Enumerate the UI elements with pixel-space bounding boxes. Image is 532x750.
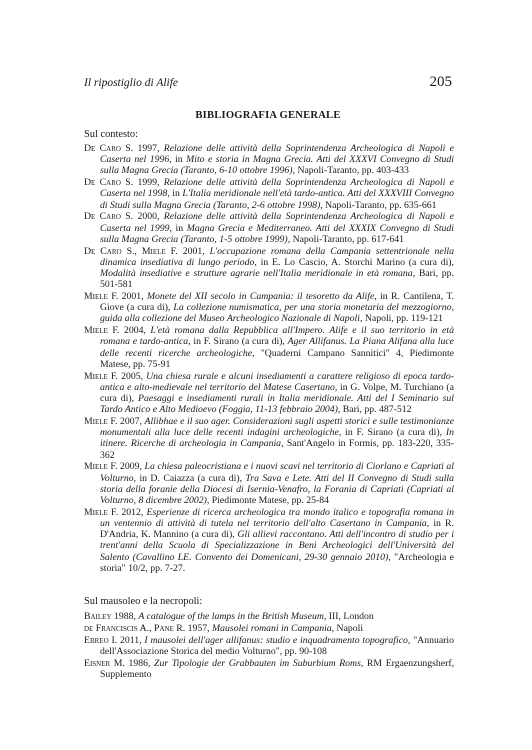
citation-text: F. 2009, [107, 461, 145, 473]
citation-text: M. 1986, [110, 657, 155, 669]
bibliography-entry [84, 416, 454, 461]
work-title: L'Italia meridionale nell'età tardo-antica. Atti del XXXVIII Convegno di Studi sulla Magna Grecia (Taranto, 2-6 ottobre 1998) [100, 188, 454, 211]
author-name: Pane [154, 622, 174, 634]
bibliography-list-mausoleum [84, 611, 454, 681]
author-name: De Caro [84, 211, 121, 223]
section-heading: BIBLIOGRAFIA GENERALE [195, 110, 341, 121]
work-title: Mito e storia in Magna Grecia. Atti del XXXVI Convegno di Studi sulla Magna Grecia (Taranto, 6-10 ottobre 1996) [100, 154, 455, 177]
citation-text: S. 1997, [120, 143, 164, 154]
work-title: Tra Sava e Lete. Atti del II Convegno di Studi sulla storia della foranie della Diocesi di Isernia-Venafro, la Forania di Capriati (Capriati al Volturno, 8 dicembre 2002) [100, 472, 454, 507]
page-number: 205 [429, 74, 452, 90]
citation-text: , in F. Sirano (a cura di), [338, 427, 446, 439]
citation-text: F. 2007, [107, 416, 145, 428]
citation-text: , in R. Cantilena, T. Giove (a cura di), [100, 291, 454, 314]
author-name: De Caro [84, 143, 121, 154]
citation-text: , in R. D'Andria, K. Mannino (a cura di), [100, 518, 454, 541]
citation-text: S. 2000, [120, 211, 164, 223]
bibliography-entry [84, 611, 454, 622]
bibliography-entry [84, 461, 454, 506]
citation-text: A., [137, 622, 155, 634]
bibliography-entry [84, 623, 454, 634]
citation-text: , Bari, pp. 487-512 [337, 404, 412, 416]
author-name: Miele [84, 370, 108, 382]
running-head [84, 74, 452, 93]
author-name: Ebreo [84, 634, 109, 646]
work-title: Una chiesa rurale e alcuni insediamenti a carattere religioso di epoca tardo-antica e alto-medievale nel territorio del Matese Casertano [100, 370, 454, 393]
citation-text: R. 1957, [173, 622, 213, 634]
citation-text: , Napoli, pp. 119-121 [359, 313, 444, 325]
citation-text: F. 2004, [107, 325, 151, 337]
work-title: Mausolei romani in Campania [212, 622, 332, 634]
citation-text: I. 2011, [108, 634, 145, 646]
bibliography-entry [84, 507, 454, 574]
bibliography-entry [84, 635, 454, 657]
work-title: Ager Allifanus. La Piana Alifana alla luce delle recenti ricerche archeologiche [100, 336, 454, 359]
citation-text: , Napoli [331, 622, 364, 634]
author-name: Miele [84, 461, 108, 473]
citation-text: , in E. Lo Cascio, A. Storchi Marino (a cura di), [254, 256, 454, 268]
citation-text: , "Archeologia e storia" 10/2, pp. 7-27. [100, 551, 455, 574]
citation-text: F. 2012, [107, 506, 147, 518]
bibliography-entry [84, 291, 454, 325]
citation-text: F. 2005, [107, 370, 147, 382]
bibliography-entry [84, 211, 454, 245]
work-title: Monete del XII secolo in Campania: il tesoretto da Alife [146, 291, 375, 303]
citation-text: , Napoli-Taranto, pp. 635-661 [320, 199, 437, 211]
section-label-mausoleum: Sul mausoleo e la necropoli: [84, 596, 203, 607]
citation-text: , "Annuario dell'Associazione Storica del medio Volturno", pp. 90-108 [100, 634, 455, 657]
citation-text: F. 2001, [165, 245, 210, 257]
citation-text: S., [121, 245, 142, 257]
citation-text: 1988, [111, 611, 139, 622]
work-title: A catalogue of the lamps in the British Museum [138, 611, 324, 622]
section-label-context: Sul contesto: [84, 129, 138, 140]
author-name: de Franciscis [84, 622, 138, 634]
work-title: Relazione delle attività della Soprintendenza Archeologica di Napoli e Caserta nel 1998 [100, 177, 454, 200]
work-title: La collezione numismatica, per una storia monetaria del mezzogiorno, guida alla collezione del Museo Archeologico Nazionale di Napoli [100, 302, 454, 325]
bibliography-entry [84, 246, 454, 291]
bibliography-list-context [84, 143, 454, 575]
author-name: De Caro [84, 245, 122, 257]
bibliography-entry [84, 371, 454, 416]
author-name: Miele [84, 416, 108, 428]
author-name: Bailey [84, 611, 112, 622]
citation-text: , "Quaderni Campano Sannitici" 4, Piedimonte Matese, pp. 75-91 [100, 347, 454, 370]
citation-text: , Napoli-Taranto, pp. 403-433 [292, 165, 409, 177]
citation-text: F. 2001, [107, 291, 147, 303]
author-name: Miele [84, 506, 108, 518]
work-title: Relazione delle attività della Soprintendenza Archeologica di Napoli e Caserta nel 1999 [100, 211, 454, 234]
author-name: Miele [84, 291, 108, 303]
citation-text: , Bari, pp. 501-581 [100, 268, 454, 291]
citation-text: , Napoli-Taranto, pp. 617-641 [287, 233, 404, 245]
work-title: Gli allievi raccontano. Atti dell'incontro di studio per i trent'anni della Scuola di Specializzazione in Beni Archeologici dell'Università del Salento (Cavallino LE. Convento dei Domenicani, 29-30 gennaio 2010) [100, 529, 454, 563]
author-name: De Caro [84, 177, 121, 189]
author-name: Miele [84, 325, 108, 337]
work-title: Zur Tipologie der Grabbauten im Suburbium Roms [154, 657, 361, 669]
citation-text: , III, London [323, 611, 374, 622]
bibliography-entry [84, 143, 454, 177]
work-title: Allibhae e il suo ager. Considerazioni sugli aspetti storici e sulle testimonianze monumentali alla luce delle recenti indagini archeologiche [100, 416, 454, 439]
citation-text: S. 1999, [120, 177, 164, 189]
bibliography-entry [84, 177, 454, 211]
citation-text: , Sant'Angelo in Formis, pp. 183-220, 335-362 [100, 438, 454, 461]
running-title: Il ripostiglio di Alife [84, 77, 179, 89]
work-title: I mausolei dell'ager allifanus: studio e inquadramento topografico [144, 634, 408, 646]
work-title: Paesaggi e insediamenti rurali in Italia meridionale. Atti del I Seminario sul Tardo Antico e Alto Medioevo (Foggia, 11-13 febbraio 2004) [100, 393, 455, 416]
citation-text: , Piedimonte Matese, pp. 25-84 [206, 495, 330, 507]
author-name: Miele [141, 245, 166, 257]
citation-text: , in [169, 222, 187, 234]
citation-text: , RM Ergaenzungsherf, Supplemento [100, 657, 455, 680]
citation-text: , in G. Volpe, M. Turchiano (a cura di), [100, 381, 454, 405]
work-title: La chiesa paleocristiana e i nuovi scavi nel territorio di Ciorlano e Capriati al Volturno [100, 461, 454, 484]
citation-text: , in [169, 154, 187, 166]
work-title: Modalità insediative e strutture agrarie nell'Italia meridionale in età romana [100, 268, 413, 280]
work-title: L'occupazione romana della Campania settentrionale nella dinamica insediativa di lungo periodo [100, 245, 454, 268]
citation-text: , in F. Sirano (a cura di), [188, 336, 288, 348]
citation-text: , in D. Caiazza (a cura di), [133, 472, 246, 484]
work-title: Magna Grecia e Mediterraneo. Atti del XXXIX Convegno di Studi sulla Magna Grecia (Taranto, 1-5 ottobre 1999) [100, 222, 454, 245]
bibliography-entry [84, 658, 454, 680]
bibliography-entry [84, 325, 454, 370]
citation-text: , in [167, 188, 183, 200]
author-name: Eisner [84, 657, 111, 669]
work-title: In itinere. Ricerche di archeologia in Campania [100, 427, 454, 450]
work-title: L'età romana dalla Repubblica all'Impero. Alife e il suo territorio in età romana e tardo-antica [100, 325, 454, 348]
work-title: Relazione delle attività della Soprintendenza Archeologica di Napoli e Caserta nel 1996 [100, 143, 454, 166]
work-title: Esperienze di ricerca archeologica tra mondo italico e topografia romana in un ventennio di attività di tutela nel territorio dell'alto Casertano in Campania [100, 506, 454, 530]
